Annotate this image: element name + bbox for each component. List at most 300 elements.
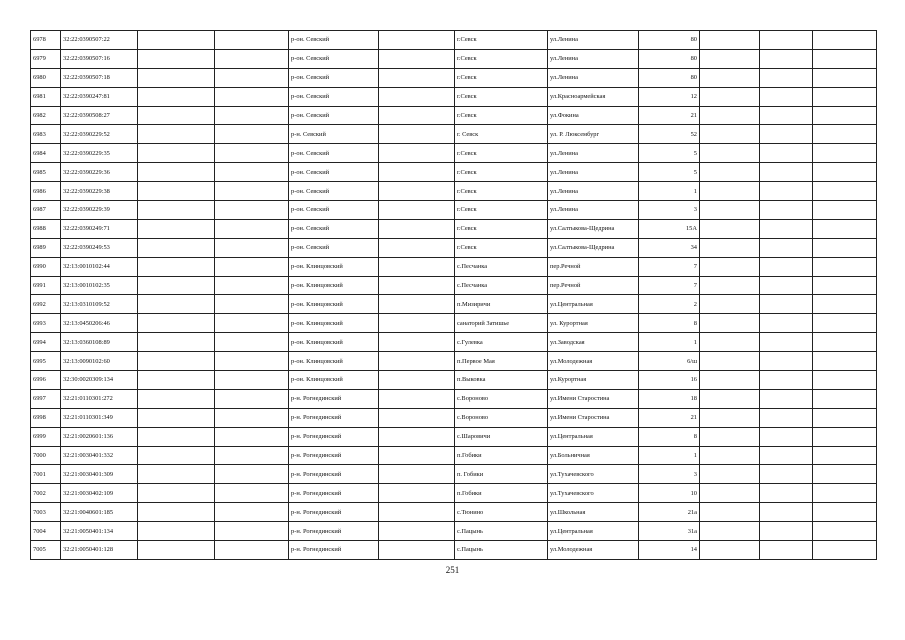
cell-street: ул.Ленина xyxy=(548,201,639,220)
cell-empty xyxy=(379,371,455,390)
cell-district: р-он. Севский xyxy=(289,201,379,220)
cell-empty xyxy=(813,503,877,522)
table-row xyxy=(31,446,877,465)
cell-cadastral-number: 32:13:0010102:44 xyxy=(61,257,138,276)
cell-empty xyxy=(379,87,455,106)
cell-district: р-он. Севский xyxy=(289,144,379,163)
page-number: 251 xyxy=(445,565,460,575)
cell-empty xyxy=(138,49,215,68)
cell-cadastral-number: 32:21:0110301:349 xyxy=(61,408,138,427)
cell-street: ул.Ленина xyxy=(548,49,639,68)
cell-street: ул.Ленина xyxy=(548,68,639,87)
cell-empty xyxy=(215,276,289,295)
cell-empty xyxy=(760,106,813,125)
cell-empty xyxy=(760,49,813,68)
cell-cadastral-number: 32:22:0390247:81 xyxy=(61,87,138,106)
cell-district: р-он. Клинцовский xyxy=(289,276,379,295)
registry-table xyxy=(30,30,877,560)
cell-empty xyxy=(379,163,455,182)
table-row xyxy=(31,522,877,541)
cell-district: р-он. Клинцовский xyxy=(289,333,379,352)
cell-cadastral-number: 32:22:0390229:39 xyxy=(61,201,138,220)
cell-cadastral-number: 32:22:0390507:22 xyxy=(61,31,138,50)
cell-empty xyxy=(700,219,760,238)
cell-cadastral-number: 32:13:0450206:46 xyxy=(61,314,138,333)
cell-empty xyxy=(760,87,813,106)
cell-settlement: г. Севск xyxy=(455,125,548,144)
cell-house-number: 1 xyxy=(639,182,700,201)
cell-district: р-он. Севский xyxy=(289,182,379,201)
cell-cadastral-number: 32:22:0390229:52 xyxy=(61,125,138,144)
cell-settlement: с.Тюнино xyxy=(455,503,548,522)
cell-empty xyxy=(379,446,455,465)
cell-empty xyxy=(700,408,760,427)
cell-empty xyxy=(760,541,813,560)
cell-empty xyxy=(215,427,289,446)
table-row xyxy=(31,68,877,87)
cell-row-number: 6980 xyxy=(31,68,61,87)
cell-street: пер.Речной xyxy=(548,257,639,276)
cell-empty xyxy=(379,522,455,541)
cell-empty xyxy=(700,522,760,541)
table-row xyxy=(31,31,877,50)
cell-empty xyxy=(760,182,813,201)
cell-empty xyxy=(760,295,813,314)
cell-row-number: 6988 xyxy=(31,219,61,238)
cell-empty xyxy=(215,389,289,408)
cell-empty xyxy=(379,125,455,144)
cell-empty xyxy=(700,201,760,220)
cell-settlement: с.Пацынь xyxy=(455,522,548,541)
cell-district: р-он. Севский xyxy=(289,238,379,257)
cell-street: ул.Заводская xyxy=(548,333,639,352)
cell-empty xyxy=(700,371,760,390)
cell-empty xyxy=(813,257,877,276)
cell-district: р-н. Рогнединский xyxy=(289,541,379,560)
cell-street: ул.Тухачевского xyxy=(548,484,639,503)
cell-empty xyxy=(813,314,877,333)
cell-empty xyxy=(700,182,760,201)
cell-cadastral-number: 32:13:0310109:52 xyxy=(61,295,138,314)
cell-house-number: 21а xyxy=(639,503,700,522)
cell-empty xyxy=(700,484,760,503)
cell-row-number: 6984 xyxy=(31,144,61,163)
cell-house-number: 31а xyxy=(639,522,700,541)
cell-street: ул.Салтыкова-Щедрина xyxy=(548,238,639,257)
cell-empty xyxy=(700,125,760,144)
cell-row-number: 6993 xyxy=(31,314,61,333)
cell-empty xyxy=(813,352,877,371)
table-body xyxy=(31,31,877,560)
cell-empty xyxy=(700,465,760,484)
cell-empty xyxy=(700,541,760,560)
cell-empty xyxy=(760,257,813,276)
cell-empty xyxy=(215,314,289,333)
cell-street: ул.Тухачевского xyxy=(548,465,639,484)
cell-row-number: 6991 xyxy=(31,276,61,295)
cell-house-number: 34 xyxy=(639,238,700,257)
cell-row-number: 6982 xyxy=(31,106,61,125)
cell-empty xyxy=(138,257,215,276)
cell-settlement: г.Севск xyxy=(455,219,548,238)
table-row xyxy=(31,484,877,503)
cell-district: р-н. Рогнединский xyxy=(289,503,379,522)
cell-empty xyxy=(700,295,760,314)
cell-row-number: 7005 xyxy=(31,541,61,560)
cell-empty xyxy=(379,106,455,125)
cell-empty xyxy=(215,219,289,238)
cell-empty xyxy=(700,446,760,465)
cell-empty xyxy=(700,333,760,352)
cell-empty xyxy=(379,219,455,238)
cell-district: р-он. Севский xyxy=(289,106,379,125)
cell-empty xyxy=(138,503,215,522)
cell-cadastral-number: 32:22:0390229:35 xyxy=(61,144,138,163)
cell-district: р-он. Севский xyxy=(289,68,379,87)
cell-settlement: с.Песчанка xyxy=(455,257,548,276)
cell-empty xyxy=(215,31,289,50)
cell-empty xyxy=(215,446,289,465)
cell-empty xyxy=(138,106,215,125)
cell-empty xyxy=(138,314,215,333)
cell-empty xyxy=(138,465,215,484)
cell-cadastral-number: 32:13:0010102:35 xyxy=(61,276,138,295)
cell-empty xyxy=(760,333,813,352)
cell-district: р-н. Рогнединский xyxy=(289,408,379,427)
cell-cadastral-number: 32:21:0110301:272 xyxy=(61,389,138,408)
cell-empty xyxy=(379,465,455,484)
cell-empty xyxy=(700,87,760,106)
cell-house-number: 80 xyxy=(639,49,700,68)
cell-empty xyxy=(138,163,215,182)
cell-street: ул.Центральная xyxy=(548,522,639,541)
cell-empty xyxy=(138,182,215,201)
cell-empty xyxy=(760,219,813,238)
cell-district: р-н. Рогнединский xyxy=(289,522,379,541)
cell-row-number: 7001 xyxy=(31,465,61,484)
cell-house-number: 1 xyxy=(639,446,700,465)
cell-district: р-он. Севский xyxy=(289,163,379,182)
cell-cadastral-number: 32:21:0030401:309 xyxy=(61,465,138,484)
cell-empty xyxy=(138,31,215,50)
cell-empty xyxy=(379,314,455,333)
cell-street: ул. Курортная xyxy=(548,314,639,333)
cell-district: р-он. Клинцовский xyxy=(289,314,379,333)
cell-empty xyxy=(215,238,289,257)
cell-street: ул.Больничная xyxy=(548,446,639,465)
cell-cadastral-number: 32:30:0020309:134 xyxy=(61,371,138,390)
cell-settlement: с.Песчанка xyxy=(455,276,548,295)
cell-empty xyxy=(138,276,215,295)
cell-empty xyxy=(215,371,289,390)
cell-row-number: 6995 xyxy=(31,352,61,371)
cell-cadastral-number: 32:21:0030402:109 xyxy=(61,484,138,503)
cell-empty xyxy=(379,295,455,314)
cell-empty xyxy=(813,163,877,182)
cell-cadastral-number: 32:21:0040601:185 xyxy=(61,503,138,522)
table-row xyxy=(31,389,877,408)
cell-empty xyxy=(215,106,289,125)
cell-cadastral-number: 32:22:0390249:71 xyxy=(61,219,138,238)
cell-empty xyxy=(813,106,877,125)
cell-empty xyxy=(138,522,215,541)
cell-district: р-н. Рогнединский xyxy=(289,465,379,484)
cell-settlement: п.Выковка xyxy=(455,371,548,390)
cell-district: р-он. Севский xyxy=(289,31,379,50)
cell-cadastral-number: 32:22:0390249:53 xyxy=(61,238,138,257)
cell-row-number: 7003 xyxy=(31,503,61,522)
cell-empty xyxy=(760,125,813,144)
cell-cadastral-number: 32:21:0020601:136 xyxy=(61,427,138,446)
cell-cadastral-number: 32:22:0390507:18 xyxy=(61,68,138,87)
cell-empty xyxy=(379,68,455,87)
cell-street: ул.Центральная xyxy=(548,427,639,446)
cell-settlement: г.Севск xyxy=(455,238,548,257)
cell-cadastral-number: 32:21:0050401:128 xyxy=(61,541,138,560)
table-row xyxy=(31,106,877,125)
cell-settlement: г.Севск xyxy=(455,182,548,201)
cell-street: ул.Школьная xyxy=(548,503,639,522)
cell-house-number: 16 xyxy=(639,371,700,390)
cell-settlement: г.Севск xyxy=(455,31,548,50)
cell-empty xyxy=(700,31,760,50)
cell-settlement: г.Севск xyxy=(455,163,548,182)
cell-district: р-н. Рогнединский xyxy=(289,446,379,465)
cell-empty xyxy=(760,503,813,522)
cell-street: ул.Салтыкова-Щедрина xyxy=(548,219,639,238)
cell-empty xyxy=(813,465,877,484)
cell-empty xyxy=(813,144,877,163)
cell-row-number: 6999 xyxy=(31,427,61,446)
cell-row-number: 6979 xyxy=(31,49,61,68)
table-row xyxy=(31,314,877,333)
cell-house-number: 21 xyxy=(639,106,700,125)
cell-district: р-он. Севский xyxy=(289,49,379,68)
cell-empty xyxy=(813,522,877,541)
cell-house-number: 52 xyxy=(639,125,700,144)
cell-district: р-он. Клинцовский xyxy=(289,257,379,276)
cell-empty xyxy=(760,163,813,182)
cell-house-number: 7 xyxy=(639,276,700,295)
cell-empty xyxy=(215,408,289,427)
cell-empty xyxy=(215,49,289,68)
cell-settlement: с.Вороново xyxy=(455,389,548,408)
cell-district: р-он. Клинцовский xyxy=(289,295,379,314)
cell-empty xyxy=(379,389,455,408)
cell-empty xyxy=(215,68,289,87)
cell-empty xyxy=(379,541,455,560)
table-row xyxy=(31,257,877,276)
cell-house-number: 80 xyxy=(639,31,700,50)
cell-empty xyxy=(813,295,877,314)
cell-row-number: 6994 xyxy=(31,333,61,352)
cell-empty xyxy=(215,144,289,163)
cell-house-number: 2 xyxy=(639,295,700,314)
cell-district: р-он. Клинцовский xyxy=(289,371,379,390)
cell-house-number: 21 xyxy=(639,408,700,427)
cell-empty xyxy=(700,257,760,276)
cell-empty xyxy=(379,238,455,257)
cell-settlement: с.Вороново xyxy=(455,408,548,427)
cell-empty xyxy=(138,87,215,106)
cell-empty xyxy=(138,446,215,465)
cell-settlement: с.Гулевка xyxy=(455,333,548,352)
cell-empty xyxy=(379,257,455,276)
cell-empty xyxy=(700,68,760,87)
cell-empty xyxy=(760,144,813,163)
cell-empty xyxy=(760,389,813,408)
cell-cadastral-number: 32:22:0390508:27 xyxy=(61,106,138,125)
cell-empty xyxy=(813,484,877,503)
cell-empty xyxy=(760,314,813,333)
table-row xyxy=(31,503,877,522)
cell-street: ул.Ленина xyxy=(548,31,639,50)
cell-empty xyxy=(379,352,455,371)
cell-empty xyxy=(379,484,455,503)
cell-empty xyxy=(813,408,877,427)
table-row xyxy=(31,182,877,201)
cell-empty xyxy=(700,503,760,522)
cell-empty xyxy=(813,541,877,560)
cell-house-number: 80 xyxy=(639,68,700,87)
cell-empty xyxy=(215,484,289,503)
cell-empty xyxy=(813,333,877,352)
cell-empty xyxy=(215,87,289,106)
cell-empty xyxy=(215,541,289,560)
cell-empty xyxy=(379,276,455,295)
cell-street: ул.Центральная xyxy=(548,295,639,314)
cell-empty xyxy=(760,31,813,50)
cell-empty xyxy=(700,163,760,182)
cell-empty xyxy=(760,408,813,427)
cell-empty xyxy=(700,389,760,408)
cell-cadastral-number: 32:22:0390507:16 xyxy=(61,49,138,68)
cell-house-number: 1 xyxy=(639,333,700,352)
table-row xyxy=(31,219,877,238)
cell-street: ул.Ленина xyxy=(548,163,639,182)
cell-empty xyxy=(138,389,215,408)
cell-empty xyxy=(700,106,760,125)
table-row xyxy=(31,87,877,106)
cell-street: ул.Ленина xyxy=(548,182,639,201)
cell-empty xyxy=(700,49,760,68)
cell-settlement: п.Мизиричи xyxy=(455,295,548,314)
cell-empty xyxy=(379,408,455,427)
cell-empty xyxy=(760,276,813,295)
cell-row-number: 7000 xyxy=(31,446,61,465)
cell-empty xyxy=(138,484,215,503)
cell-empty xyxy=(760,522,813,541)
cell-settlement: санаторий Затишье xyxy=(455,314,548,333)
cell-settlement: п. Гобики xyxy=(455,465,548,484)
cell-row-number: 6992 xyxy=(31,295,61,314)
cell-street: ул.Красноармейская xyxy=(548,87,639,106)
cell-empty xyxy=(379,333,455,352)
cell-row-number: 6987 xyxy=(31,201,61,220)
cell-empty xyxy=(379,503,455,522)
cell-house-number: 8 xyxy=(639,314,700,333)
cell-house-number: 12 xyxy=(639,87,700,106)
cell-house-number: 5 xyxy=(639,163,700,182)
cell-row-number: 6998 xyxy=(31,408,61,427)
cell-empty xyxy=(760,201,813,220)
cell-empty xyxy=(813,446,877,465)
cell-street: ул.Ленина xyxy=(548,144,639,163)
cell-empty xyxy=(813,238,877,257)
cell-empty xyxy=(813,125,877,144)
table-row xyxy=(31,163,877,182)
cell-street: ул.Имени Старостина xyxy=(548,408,639,427)
cell-street: ул.Молодежная xyxy=(548,352,639,371)
cell-house-number: 14 xyxy=(639,541,700,560)
cell-empty xyxy=(215,182,289,201)
cell-empty xyxy=(700,352,760,371)
cell-settlement: г.Севск xyxy=(455,49,548,68)
cell-empty xyxy=(215,295,289,314)
cell-district: р-он. Клинцовский xyxy=(289,352,379,371)
cell-empty xyxy=(379,201,455,220)
table-row xyxy=(31,427,877,446)
cell-empty xyxy=(760,446,813,465)
cell-empty xyxy=(379,182,455,201)
cell-house-number: 7 xyxy=(639,257,700,276)
cell-row-number: 7002 xyxy=(31,484,61,503)
cell-settlement: с.Пацынь xyxy=(455,541,548,560)
cell-empty xyxy=(760,238,813,257)
table-row xyxy=(31,333,877,352)
cell-empty xyxy=(700,427,760,446)
cell-cadastral-number: 32:13:0090102:60 xyxy=(61,352,138,371)
cell-cadastral-number: 32:22:0390229:38 xyxy=(61,182,138,201)
cell-empty xyxy=(813,31,877,50)
cell-empty xyxy=(760,427,813,446)
cell-empty xyxy=(700,238,760,257)
cell-empty xyxy=(813,68,877,87)
cell-settlement: с.Шаровичи xyxy=(455,427,548,446)
cell-district: р-н. Рогнединский xyxy=(289,389,379,408)
cell-empty xyxy=(138,68,215,87)
cell-settlement: п.Гобики xyxy=(455,446,548,465)
table-row xyxy=(31,541,877,560)
cell-empty xyxy=(813,219,877,238)
table-row xyxy=(31,125,877,144)
cell-cadastral-number: 32:21:0050401:134 xyxy=(61,522,138,541)
cell-empty xyxy=(138,408,215,427)
cell-house-number: 18 xyxy=(639,389,700,408)
cell-empty xyxy=(700,276,760,295)
cell-empty xyxy=(700,144,760,163)
cell-street: ул.Имени Старостина xyxy=(548,389,639,408)
cell-empty xyxy=(379,31,455,50)
cell-empty xyxy=(760,465,813,484)
cell-row-number: 6985 xyxy=(31,163,61,182)
cell-settlement: г.Севск xyxy=(455,201,548,220)
cell-empty xyxy=(215,522,289,541)
cell-empty xyxy=(138,333,215,352)
cell-empty xyxy=(215,352,289,371)
cell-house-number: 10 xyxy=(639,484,700,503)
cell-empty xyxy=(215,163,289,182)
cell-settlement: п.Гобики xyxy=(455,484,548,503)
table-row xyxy=(31,352,877,371)
cell-empty xyxy=(138,125,215,144)
cell-empty xyxy=(138,352,215,371)
cell-row-number: 6989 xyxy=(31,238,61,257)
cell-empty xyxy=(215,465,289,484)
cell-settlement: г.Севск xyxy=(455,68,548,87)
cell-row-number: 6986 xyxy=(31,182,61,201)
cell-row-number: 6990 xyxy=(31,257,61,276)
